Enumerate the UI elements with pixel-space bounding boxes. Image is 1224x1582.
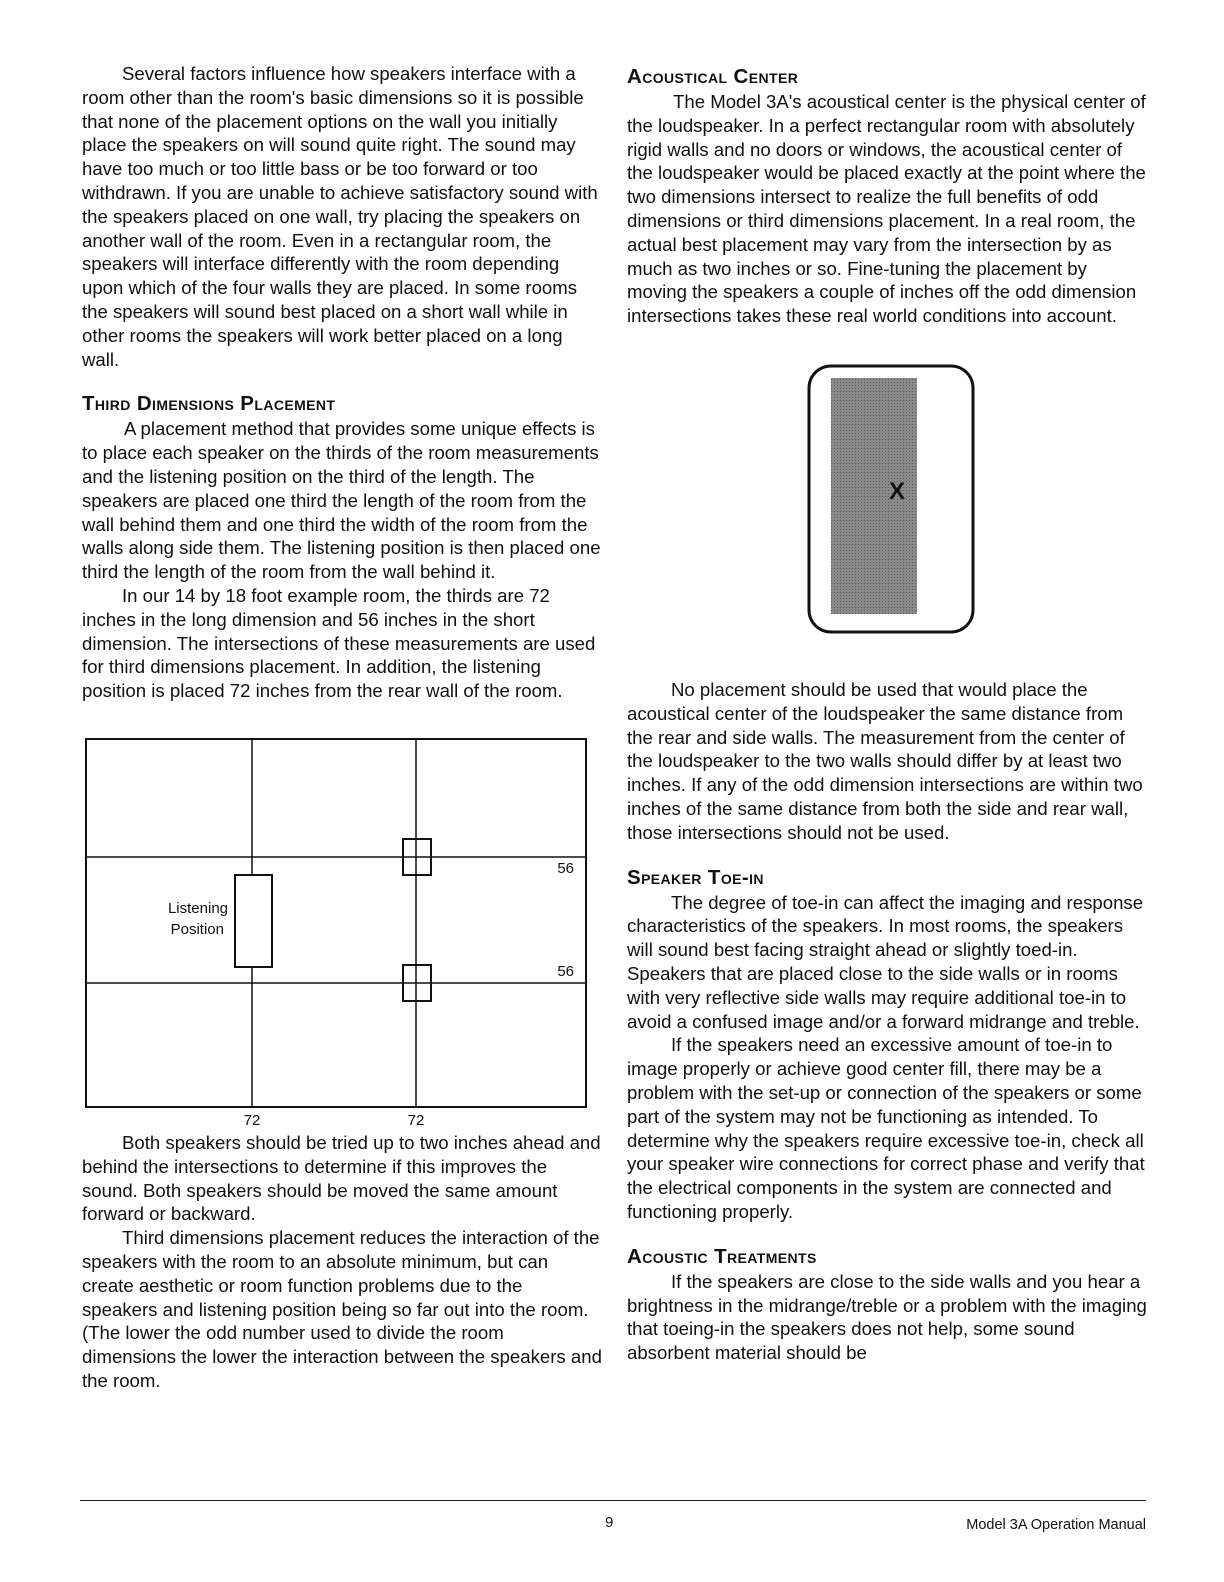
dimension-72-left: 72 (243, 1111, 261, 1129)
heading-acoustical-center: Acoustical Center (627, 65, 799, 88)
room-placement-diagram (82, 735, 602, 1135)
intro-paragraph: Several factors influence how speakers interface with a room other than the room's basic dimensions so it is possible that none of the placement options on the wall you initially place the speakers on will sound quite right. The sound may have too much or too little bass or be too forward or too withdrawn. If you are unable to achieve satisfactory sound with the speakers placed on one wall, try placing the speakers on another wall of the room. Even in a rectangular room, the speakers will interface differently with the room depending upon which of the four walls they are placed. In some rooms the speakers will sound best placed on a short wall while in other rooms the speakers will work better placed on a long wall. (82, 63, 598, 370)
heading-speaker-toe-in: Speaker Toe-in (627, 865, 764, 889)
third-paragraph-1: A placement method that provides some unique effects is to place each speaker on the thirds of the room measurements and the listening position on the third of the length. The speakers are placed one third the length of the room from the wall behind them and one third the width of the room from the walls along side them. The listening position is then placed one third the length of the room from the wall behind it. (82, 418, 601, 583)
both-speakers-paragraph: Both speakers should be tried up to two inches ahead and behind the intersections to determine if this improves the sound. Both speakers should be moved the same amount forward or backward. (82, 1131, 601, 1225)
dimension-72-right: 72 (407, 1111, 425, 1129)
no-placement-paragraph: No placement should be used that would place the acoustical center of the loudspeaker the same distance from the rear and side walls. The measurement from the center of the loudspeaker to the two walls should differ by at least two inches. If any of the odd dimension intersections are within two inches of the same distance from both the side and rear wall, those intersections should not be used. (627, 678, 1143, 843)
treatments-paragraph: If the speakers are close to the side walls and you hear a brightness in the midrange/treble or a problem with the imaging that toeing-in the speakers does not help, some sound absorbent material should be (627, 1270, 1147, 1364)
manual-title: Model 3A Operation Manual (966, 1517, 1146, 1533)
speaker-center-svg (807, 364, 977, 636)
room-outline (86, 739, 586, 1107)
toe-in-paragraph-2: If the speakers need an excessive amount of toe-in to image properly or achieve good center fill, there may be a problem with the set-up or connection of the speakers or some part of the system may not be functioning as intended. To determine why the speakers require excessive toe-in, check all your speaker wire connections for correct phase and verify that the electrical components in the system are connected and functioning properly. (627, 1034, 1145, 1222)
acoustical-paragraph: The Model 3A's acoustical center is the physical center of the loudspeaker. In a perfect rectangular room with absolutely rigid walls and no doors or windows, the acoustical center of the loudspeaker would be placed exactly at the point where the two dimensions intersect to realize the full benefits of odd dimensions or third dimensions placement. In a real room, the actual best placement may vary from the intersection by as much as two inches or so. Fine-tuning the placement by moving the speakers a couple of inches off the odd dimension intersections takes these real world conditions into account. (627, 91, 1146, 327)
heading-acoustic-treatments: Acoustic Treatments (627, 1244, 817, 1268)
speaker-center-figure (807, 364, 977, 636)
reduces-paragraph: Third dimensions placement reduces the interaction of the speakers with the room to an absolute minimum, but can create aesthetic or room function problems due to the speakers and listening position being so far out into the room. (The lower the odd number used to divide the room dimensions the lower the interaction between the speakers and the room. (82, 1227, 602, 1391)
acoustical-center-marker: X (888, 477, 906, 505)
dimension-56-top: 56 (557, 859, 574, 877)
page-number: 9 (605, 1514, 614, 1531)
footer-rule (80, 1500, 1146, 1501)
room-diagram-svg (82, 735, 602, 1135)
heading-third-dimensions: Third Dimensions Placement (82, 392, 336, 416)
right-column (627, 62, 1147, 1365)
dimension-56-bottom: 56 (557, 962, 574, 980)
third-paragraph-2: In our 14 by 18 foot example room, the thirds are 72 inches in the long dimension and 56 inches in the short dimension. The intersections of these measurements are used for third dimensions placement. In addition, the listening position is placed 72 inches from the rear wall of the room. (82, 584, 596, 702)
listening-label-line2: Position (170, 920, 224, 938)
listening-label-line1: Listening (167, 899, 228, 917)
left-column (82, 62, 602, 1393)
listening-position-box (235, 875, 272, 967)
toe-in-paragraph-1: The degree of toe-in can affect the imaging and response characteristics of the speakers. In most rooms, the speakers will sound best facing straight ahead or slightly toed-in. Speakers that are placed close to the side walls or in rooms with very reflective side walls may require additional toe-in to avoid a confused image and/or a forward midrange and treble. (627, 891, 1144, 1032)
